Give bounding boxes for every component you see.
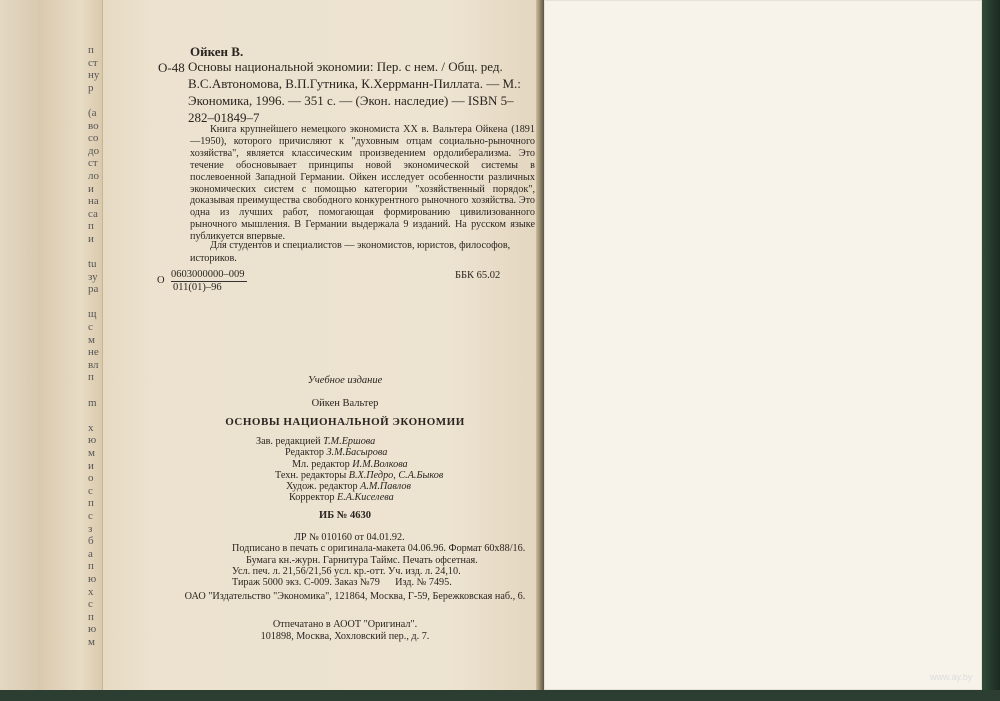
imprint-author: Ойкен Вальтер (311, 398, 379, 409)
tech-line: Бумага кн.-журн. Гарнитура Таймс. Печать офсетная. (246, 554, 478, 566)
underlying-page-text: п ст ну р (а во со до ст ло и на са п и tu зу ра щ с м не вл п m х ю м и о с п с з б а п ю х с п ю м (88, 44, 100, 648)
ib-number: ИБ № 4630 (319, 510, 371, 521)
bibliographic-entry: Основы национальной экономии: Пер. с нем. / Общ. ред. В.С.Автономова, В.П.Гутника, К.Херрманн-Пиллата. — М.: Экономика, 1996. — 351 с. — (Экон. наследие) — ISBN 5–282–01849–7 (188, 59, 521, 125)
staff-row: Зав. редакцией Т.М.Ершова (256, 436, 376, 447)
tech-line: ЛР № 010160 от 04.01.92. (294, 532, 405, 543)
staff-row: Мл. редактор И.М.Волкова (292, 458, 408, 470)
book-gutter (536, 0, 544, 690)
printer-line-1: Отпечатано в АООТ "Оригинал". (272, 619, 418, 630)
annotation-text: Книга крупнейшего немецкого экономиста XX в. Вальтера Ойкена (1891—1950), которого причисляют к "духовным отцам социально-рыночного хозяйства", является классическим произведением ордолиберализма. Это течение обосновывает принципы новой экономической системы в послевоенной Западной Германии. Ойкен исследует особенности различных экономических систем с помощью категории "хозяйственный порядок", доказывая преимущества свободного конкурентного рыночного хозяйства. Это одна из лучших работ, помогающая формированию цивилизованного рыночного мышления. В Германии выдержала 9 изданий. На русском языке публикуется впервые. (190, 124, 535, 243)
fraction-denominator: 011(01)–96 (173, 282, 222, 293)
fraction-letter: О (157, 275, 165, 286)
staff-row: Корректор Е.А.Киселева (289, 492, 394, 504)
cover-edge (982, 0, 1000, 701)
staff-row: Техн. редакторы В.Х.Педро, С.А.Быков (275, 469, 444, 481)
watermark-text: www.ay.by (930, 672, 973, 682)
book-title: ОСНОВЫ НАЦИОНАЛЬНОЙ ЭКОНОМИИ (225, 416, 465, 428)
technical-data (232, 532, 525, 588)
fraction-numerator: 0603000000–009 (171, 269, 245, 280)
staff-row: Редактор З.М.Басырова (285, 447, 388, 459)
annotation (190, 124, 535, 243)
printer-info (180, 619, 510, 643)
tech-line: Усл. печ. л. 21,56/21,56 усл. кр.-отт. Уч. изд. л. 24,10. (232, 565, 461, 577)
author-heading: Ойкен В. (190, 44, 244, 59)
right-page-blank (544, 0, 982, 690)
publisher-info: ОАО "Издательство "Экономика", 121864, Москва, Г-59, Бережковская наб., 6. (184, 591, 526, 602)
tech-line: Тираж 5000 экз. С-009. Заказ №79 Изд. № 7495. (232, 577, 452, 589)
tech-line: Подписано в печать с оригинала-макета 04.06.96. Формат 60х88/16. (232, 543, 526, 555)
printer-line-2: 101898, Москва, Хохловский пер., д. 7. (260, 631, 430, 642)
cover-bottom (0, 690, 1000, 701)
staff-row: Худож. редактор А.М.Павлов (286, 481, 411, 493)
staff-list (225, 436, 443, 504)
catalog-code: О-48 (158, 60, 185, 75)
bbk-code: ББК 65.02 (455, 270, 501, 281)
left-margin-strip (0, 0, 38, 690)
edition-type: Учебное издание (307, 375, 383, 386)
audience-note: Для студентов и специалистов — экономистов, юристов, философов, историков. (190, 240, 511, 264)
